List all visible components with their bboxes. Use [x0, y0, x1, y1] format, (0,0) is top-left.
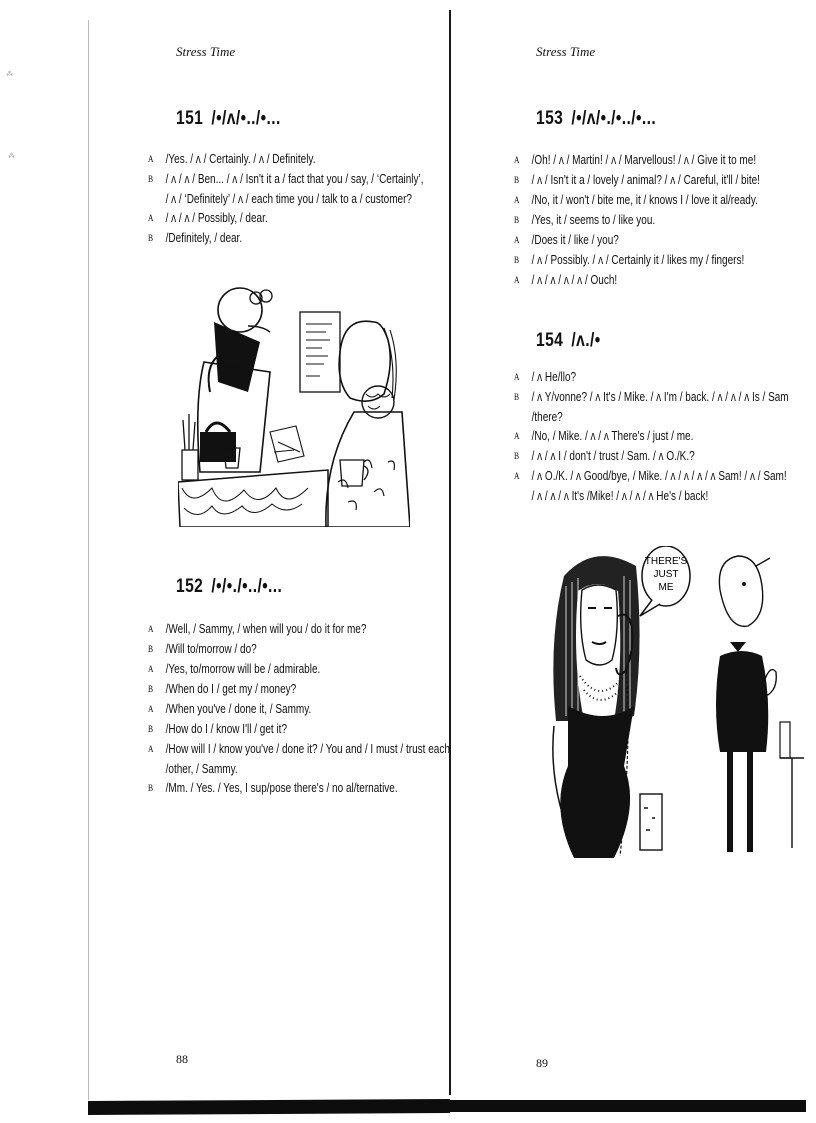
dialogue-line [148, 209, 420, 229]
speaker-label: A [514, 373, 520, 383]
exercise-151-title [176, 108, 281, 130]
dialogue-text: /Yes, it / seems to / like you. [531, 213, 656, 227]
stress-pattern: /•/ʌ/•./•../•... [571, 108, 657, 129]
dialogue-line [514, 447, 754, 467]
dialogue-line [148, 760, 420, 779]
speech-bubble-line: ME [658, 582, 674, 593]
dialogue-line [514, 191, 758, 211]
exercise-number: 152 [176, 576, 204, 597]
dialogue-text: / ʌ / ‘Definitely’ / ʌ / each time you / talk to a / customer? [165, 192, 412, 206]
speech-bubble-line: JUST [653, 569, 679, 580]
speaker-label: B [148, 784, 154, 794]
dialogue-line [148, 700, 420, 720]
dialogue-text: /other, / Sammy. [165, 762, 238, 776]
speaker-label: A [514, 156, 520, 166]
dialogue-line [514, 211, 754, 231]
exercise-151-dialogue [148, 150, 488, 249]
dialogue-text: / ʌ / ʌ / ʌ It's /Mike! / ʌ / ʌ / ʌ He's / back! [531, 489, 709, 503]
office-phone-cartoon [178, 282, 410, 527]
running-head: Stress Time [536, 44, 596, 59]
speaker-label: B [514, 176, 520, 186]
dialogue-line [148, 660, 420, 680]
dialogue-text: /Will to/morrow / do? [165, 642, 257, 656]
dialogue-text: / ʌ / ʌ / ʌ / ʌ / Ouch! [531, 273, 618, 287]
speaker-label [514, 487, 532, 506]
dialogue-line [148, 680, 420, 700]
speaker-label: A [514, 236, 520, 246]
stress-pattern: /•/•./•../•... [211, 576, 283, 597]
exercise-number: 151 [176, 108, 204, 129]
dialogue-text: / ʌ / ʌ / Ben... / ʌ / Isn't it a / fact that you / say, / ‘Certainly’, [165, 172, 424, 186]
speaker-label: B [514, 393, 520, 403]
speaker-label: B [148, 234, 154, 244]
speaker-label: B [514, 216, 520, 226]
dialogue-text: /Does it / like / you? [531, 233, 619, 247]
dialogue-line [514, 271, 754, 291]
speaker-label: B [148, 645, 154, 655]
dialogue-text: / ʌ O./K. / ʌ Good/bye, / Mike. / ʌ / ʌ / ʌ / ʌ Sam! / ʌ / Sam! [531, 469, 787, 483]
dialogue-line [514, 251, 754, 271]
speech-bubble-line: THERE'S [644, 556, 688, 567]
page-number: 89 [536, 1056, 548, 1070]
speaker-label: A [514, 276, 520, 286]
dialogue-line [148, 150, 420, 170]
stress-pattern: /•/ʌ/•../•... [211, 108, 281, 129]
dialogue-line [148, 720, 420, 740]
dialogue-text: /How do I / know I'll / get it? [165, 722, 288, 736]
dialogue-line [514, 388, 789, 408]
dialogue-line [514, 467, 787, 487]
dialogue-line [514, 171, 760, 191]
speaker-label: A [148, 214, 154, 224]
right-page [452, 0, 816, 1123]
dialogue-text: /How will I / know you've / done it? / You and / I must / trust each [165, 742, 450, 756]
dialogue-text: / ʌ / Isn't it a / lovely / animal? / ʌ / Careful, it'll / bite! [531, 173, 760, 187]
page-number: 88 [176, 1052, 188, 1066]
dialogue-line [514, 231, 754, 251]
dialogue-text: / ʌ Y/vonne? / ʌ It's / Mike. / ʌ I'm / back. / ʌ / ʌ / ʌ Is / Sam [531, 390, 789, 404]
dialogue-line [514, 487, 754, 506]
speaker-label: A [514, 432, 520, 442]
dialogue-line [148, 640, 420, 660]
dialogue-text: /Definitely, / dear. [165, 231, 243, 245]
exercise-number: 153 [536, 108, 564, 129]
dialogue-text: /Yes. / ʌ / Certainly. / ʌ / Definitely. [165, 152, 316, 166]
dialogue-text: /When you've / done it, / Sammy. [165, 702, 312, 716]
dialogue-line [514, 408, 754, 427]
phone-call-cartoon [544, 546, 808, 858]
dialogue-line [514, 368, 754, 388]
exercise-153-title [536, 108, 656, 130]
margin-mark: ⁂ [6, 70, 13, 78]
speaker-label: A [148, 665, 154, 675]
dialogue-text: / ʌ / Possibly. / ʌ / Certainly it / likes my / fingers! [531, 253, 745, 267]
dialogue-line [148, 229, 420, 249]
speaker-label: A [148, 745, 154, 755]
dialogue-line [148, 170, 424, 190]
dialogue-text: / ʌ He/llo? [531, 370, 577, 384]
exercise-number: 154 [536, 330, 564, 351]
speaker-label: B [514, 256, 520, 266]
exercise-152-dialogue [148, 620, 488, 799]
dialogue-line [148, 740, 450, 760]
dialogue-text: /Well, / Sammy, / when will you / do it for me? [165, 622, 367, 636]
dialogue-text: / ʌ / ʌ I / don't / trust / Sam. / ʌ O./K.? [531, 449, 695, 463]
speaker-label: B [514, 452, 520, 462]
dialogue-text: /Oh! / ʌ / Martin! / ʌ / Marvellous! / ʌ / Give it to me! [531, 153, 757, 167]
dialogue-line [514, 151, 757, 171]
dialogue-text: /When do I / get my / money? [165, 682, 297, 696]
dialogue-text: / ʌ / ʌ / Possibly, / dear. [165, 211, 268, 225]
exercise-154-dialogue [514, 368, 814, 506]
speaker-label: A [514, 472, 520, 482]
dialogue-text: /Yes, to/morrow will be / admirable. [165, 662, 321, 676]
exercise-154-title [536, 330, 601, 352]
dialogue-text: /there? [531, 410, 563, 424]
speaker-label: A [148, 155, 154, 165]
dialogue-text: /Mm. / Yes. / Yes, I sup/pose there's / no al/ternative. [165, 781, 398, 795]
dialogue-line [148, 190, 420, 209]
dialogue-text: /No, / Mike. / ʌ / ʌ There's / just / me. [531, 429, 694, 443]
dialogue-line [514, 427, 754, 447]
dialogue-line [148, 779, 420, 799]
exercise-153-dialogue [514, 151, 814, 291]
speaker-label: B [148, 685, 154, 695]
speaker-label: B [148, 175, 154, 185]
speaker-label: B [148, 725, 154, 735]
margin-mark: ⁂ [8, 152, 15, 160]
speaker-label: A [148, 705, 154, 715]
speaker-label [148, 760, 166, 779]
running-head: Stress Time [176, 44, 236, 59]
speaker-label: A [148, 625, 154, 635]
speaker-label: A [514, 196, 520, 206]
exercise-152-title [176, 576, 282, 598]
dialogue-text: /No, it / won't / bite me, it / knows I / love it al/ready. [531, 193, 758, 207]
stress-pattern: /ʌ./• [571, 330, 601, 351]
speaker-label [514, 408, 532, 427]
speaker-label [148, 190, 166, 209]
dialogue-line [148, 620, 420, 640]
